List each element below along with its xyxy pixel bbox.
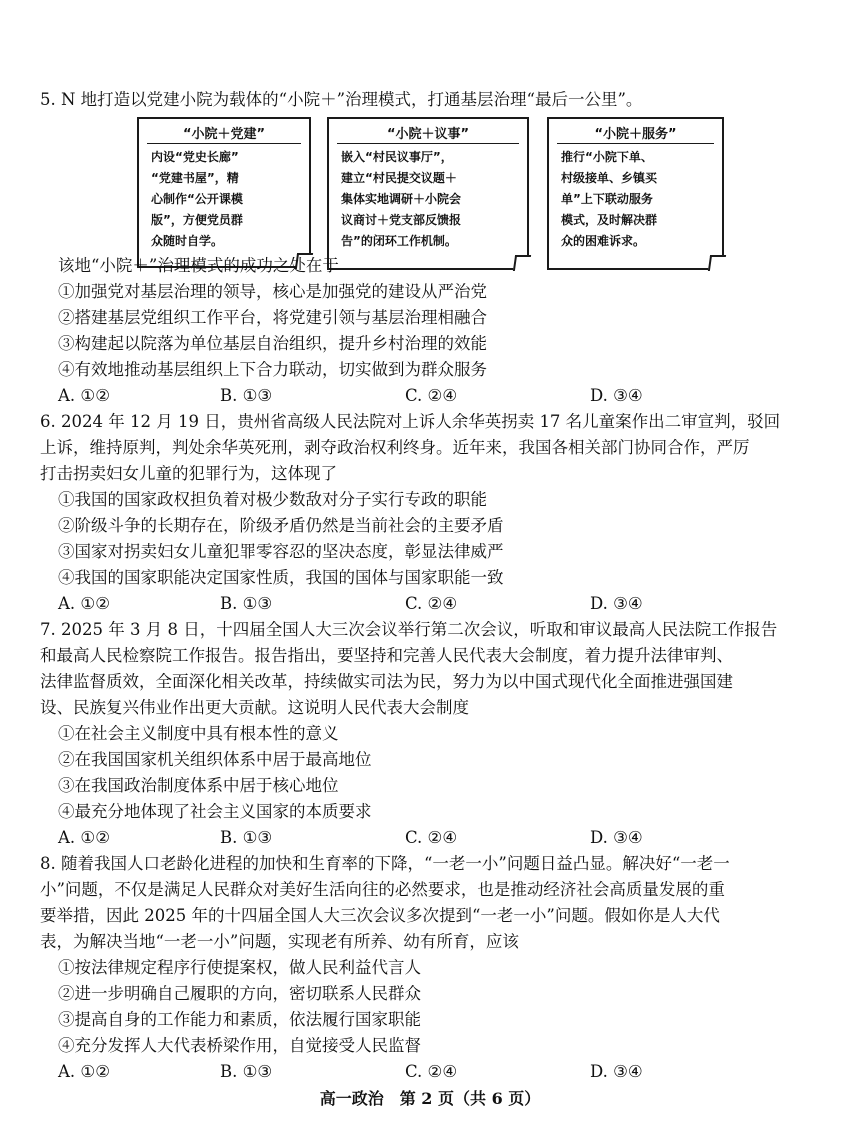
q5-item-3: ③构建起以院落为单位基层自治组织，提升乡村治理的效能	[58, 334, 487, 353]
page-footer: 高一政治 第 2 页（共 6 页）	[319, 1089, 541, 1108]
q8-option-d: D. ③④	[590, 1062, 643, 1081]
q6-item-2: ②阶级斗争的长期存在，阶级矛盾仍然是当前社会的主要矛盾	[58, 516, 504, 535]
q7-option-a: A. ①②	[58, 828, 110, 847]
card-divider	[147, 143, 301, 144]
q8-item-1: ①按法律规定程序行使提案权，做人民利益代言人	[58, 958, 421, 977]
q8-stem-line-3: 要举措，因此 2025 年的十四届全国人大三次会议多次提到“一老一小”问题。假如你是人大代	[40, 906, 720, 925]
q8-stem-line-2: 小”问题，不仅是满足人民群众对美好生活向往的必然要求，也是推动经济社会高质量发展的重	[40, 880, 725, 899]
card-title: “小院＋党建”	[182, 127, 266, 142]
q7-option-d: D. ③④	[590, 828, 643, 847]
q5-option-c: C. ②④	[405, 386, 458, 405]
q5-item-4: ④有效地推动基层组织上下合力联动，切实做到为群众服务	[58, 360, 487, 379]
q6-stem-line-3: 打击拐卖妇女儿童的犯罪行为，这体现了	[40, 464, 337, 483]
q6-item-3: ③国家对拐卖妇女儿童犯罪零容忍的坚决态度，彰显法律威严	[58, 542, 504, 561]
q5-card-service	[547, 117, 724, 270]
q8-option-c: C. ②④	[405, 1062, 458, 1081]
card-body: 推行“小院下单、 村级接单、乡镇买 单”上下联动服务 模式，及时解决群 众的困难诉求。	[561, 150, 658, 248]
q8-item-3: ③提高自身的工作能力和素质，依法履行国家职能	[58, 1010, 421, 1029]
q8-option-b: B. ①③	[220, 1062, 273, 1081]
q8-item-2: ②进一步明确自己履职的方向，密切联系人民群众	[58, 984, 421, 1003]
q5-card-party	[137, 117, 311, 268]
q8-stem-line-4: 表，为解决当地“一老一小”问题，实现老有所养、幼有所育，应该	[40, 932, 519, 951]
q6-item-4: ④我国的国家职能决定国家性质，我国的国体与国家职能一致	[58, 568, 504, 587]
q7-item-4: ④最充分地体现了社会主义国家的本质要求	[58, 802, 372, 821]
q7-stem-line-4: 设、民族复兴伟业作出更大贡献。这说明人民代表大会制度	[40, 698, 469, 717]
q7-stem-line-3: 法律监督质效，全面深化相关改革，持续做实司法为民，努力为以中国式现代化全面推进强国建	[40, 672, 733, 691]
q7-option-c: C. ②④	[405, 828, 458, 847]
q6-option-d: D. ③④	[590, 594, 643, 613]
card-body: 内设“党史长廊” “党建书屋”，精 心制作“公开课模 版”，方便党员群 众随时自学。	[151, 150, 243, 248]
q7-item-2: ②在我国国家机关组织体系中居于最高地位	[58, 750, 372, 769]
card-body: 嵌入“村民议事厅”， 建立“村民提交议题＋ 集体实地调研＋小院会 议商讨＋党支部反馈报 告”的闭环工作机制。	[341, 150, 462, 248]
q8-item-4: ④充分发挥人大代表桥梁作用，自觉接受人民监督	[58, 1036, 421, 1055]
page-curl-decoration	[708, 255, 726, 271]
q5-card-discussion	[327, 117, 529, 270]
q5-stem: 5. N 地打造以党建小院为载体的“小院＋”治理模式，打通基层治理“最后一公里”。	[40, 90, 643, 109]
q5-item-1: ①加强党对基层治理的领导，核心是加强党的建设从严治党	[58, 282, 487, 301]
q7-item-1: ①在社会主义制度中具有根本性的意义	[58, 724, 339, 743]
q5-option-d: D. ③④	[590, 386, 643, 405]
q6-option-b: B. ①③	[220, 594, 273, 613]
q5-option-a: A. ①②	[58, 386, 110, 405]
q6-option-c: C. ②④	[405, 594, 458, 613]
q5-option-b: B. ①③	[220, 386, 273, 405]
q7-option-b: B. ①③	[220, 828, 273, 847]
card-divider	[557, 143, 714, 144]
q7-stem-line-1: 7. 2025 年 3 月 8 日，十四届全国人大三次会议举行第二次会议，听取和审议最高人民法院工作报告	[40, 620, 778, 639]
card-divider	[337, 143, 519, 144]
card-title: “小院＋服务”	[594, 127, 677, 142]
page-curl-decoration	[513, 255, 531, 271]
q8-option-a: A. ①②	[58, 1062, 110, 1081]
q7-item-3: ③在我国政治制度体系中居于核心地位	[58, 776, 339, 795]
q8-stem-line-1: 8. 随着我国人口老龄化进程的加快和生育率的下降，“一老一小”问题日益凸显。解决好“一老一	[40, 854, 730, 873]
q7-stem-line-2: 和最高人民检察院工作报告。报告指出，要坚持和完善人民代表大会制度，着力提升法律审判、	[40, 646, 733, 665]
q6-stem-line-2: 上诉，维持原判，判处余华英死刑，剥夺政治权利终身。近年来，我国各相关部门协同合作，严厉	[40, 438, 750, 457]
q5-question: 该地“小院＋”治理模式的成功之处在于	[58, 256, 339, 275]
q6-stem-line-1: 6. 2024 年 12 月 19 日，贵州省高级人民法院对上诉人余华英拐卖 17 名儿童案作出二审宣判，驳回	[40, 412, 781, 431]
q6-option-a: A. ①②	[58, 594, 110, 613]
q6-item-1: ①我国的国家政权担负着对极少数敌对分子实行专政的职能	[58, 490, 487, 509]
card-title: “小院＋议事”	[386, 127, 470, 142]
q5-item-2: ②搭建基层党组织工作平台，将党建引领与基层治理相融合	[58, 308, 487, 327]
